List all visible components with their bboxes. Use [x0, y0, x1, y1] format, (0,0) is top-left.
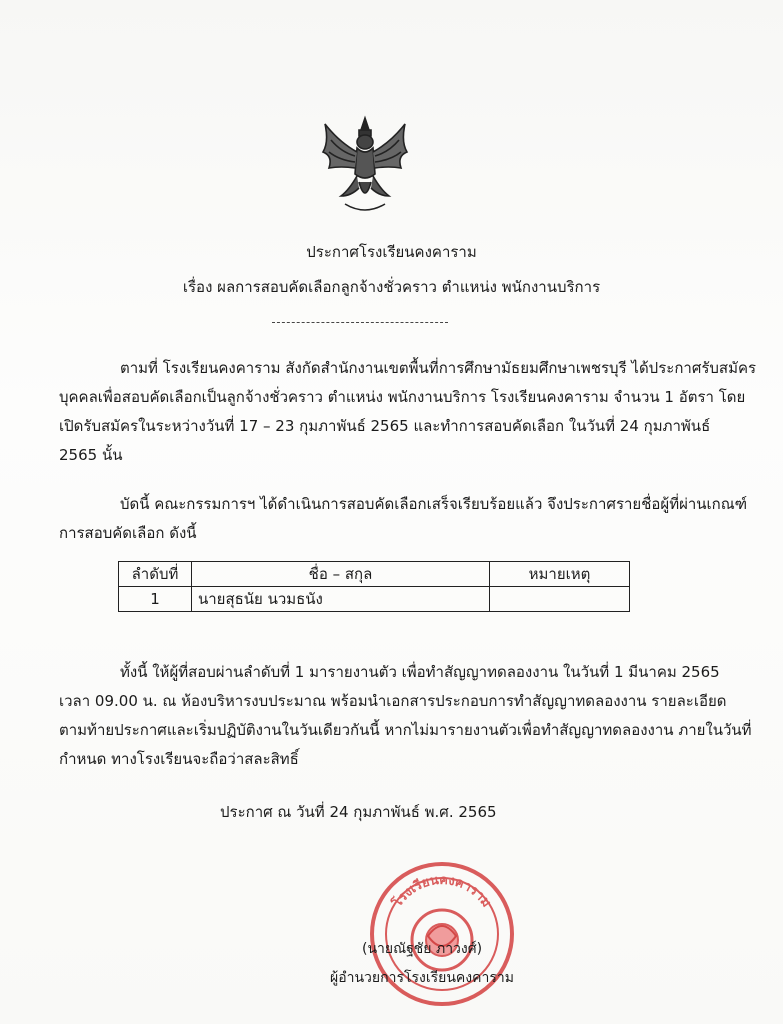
- announcement-title: ประกาศโรงเรียนคงคาราม: [306, 243, 477, 261]
- announcement-subject: เรื่อง ผลการสอบคัดเลือกลูกจ้างชั่วคราว ตำแหน่ง พนักงานบริการ: [182, 278, 601, 296]
- para2-line-1: บัดนี้ คณะกรรมการฯ ได้ดำเนินการสอบคัดเลือกเสร็จเรียบร้อยแล้ว จึงประกาศรายชื่อผู้ที่ผ่านเกณฑ์: [120, 495, 748, 513]
- para3-line-4: กำหนด ทางโรงเรียนจะถือว่าสละสิทธิ์: [59, 750, 299, 768]
- header-order: ลำดับที่: [119, 562, 192, 587]
- para1-line-1: ตามที่ โรงเรียนคงคาราม สังกัดสำนักงานเขตพื้นที่การศึกษามัธยมศึกษาเพชรบุรี ได้ประกาศรับสมัคร: [120, 359, 757, 377]
- para3-line-2: เวลา 09.00 น. ณ ห้องบริหารงบประมาณ พร้อมนำเอกสารประกอบการทำสัญญาทดลองงาน รายละเอียด: [59, 692, 727, 710]
- seal-text: โรงเรียนคงคาราม: [390, 872, 494, 911]
- para1-line-3: เปิดรับสมัครในระหว่างวันที่ 17 – 23 กุมภาพันธ์ 2565 และทำการสอบคัดเลือก ในวันที่ 24 กุมภาพันธ์: [59, 417, 711, 435]
- table-header-row: [119, 562, 630, 587]
- announce-date: ประกาศ ณ วันที่ 24 กุมภาพันธ์ พ.ศ. 2565: [220, 803, 497, 821]
- cell-order: 1: [119, 587, 192, 612]
- garuda-emblem-icon: [315, 112, 415, 222]
- para3-line-3: ตามท้ายประกาศและเริ่มปฏิบัติงานในวันเดียวกันนี้ หากไม่มารายงานตัวเพื่อทำสัญญาทดลองงาน ภายในวันที่: [59, 721, 752, 739]
- divider-line: [272, 322, 448, 323]
- para3-line-1: ทั้งนี้ ให้ผู้ที่สอบผ่านลำดับที่ 1 มารายงานตัว เพื่อทำสัญญาทดลองงาน ในวันที่ 1 มีนาคม 2565: [120, 663, 720, 681]
- cell-name: นายสุธนัย นวมธนัง: [192, 587, 490, 612]
- cell-remark: [490, 587, 630, 612]
- header-name: ชื่อ – สกุล: [192, 562, 490, 587]
- signature-position: ผู้อำนวยการโรงเรียนคงคาราม: [330, 970, 514, 986]
- results-table: [118, 561, 630, 612]
- para1-line-4: 2565 นั้น: [59, 446, 123, 464]
- table-row: [119, 587, 630, 612]
- header-remark: หมายเหตุ: [490, 562, 630, 587]
- para1-line-2: บุคคลเพื่อสอบคัดเลือกเป็นลูกจ้างชั่วคราว ตำแหน่ง พนักงานบริการ โรงเรียนคงคาราม จำนวน 1 อัตรา โดย: [59, 388, 746, 406]
- signature-name: (นายณัฐชัย ภาวงศ์): [362, 941, 483, 957]
- para2-line-2: การสอบคัดเลือก ดังนี้: [59, 524, 197, 542]
